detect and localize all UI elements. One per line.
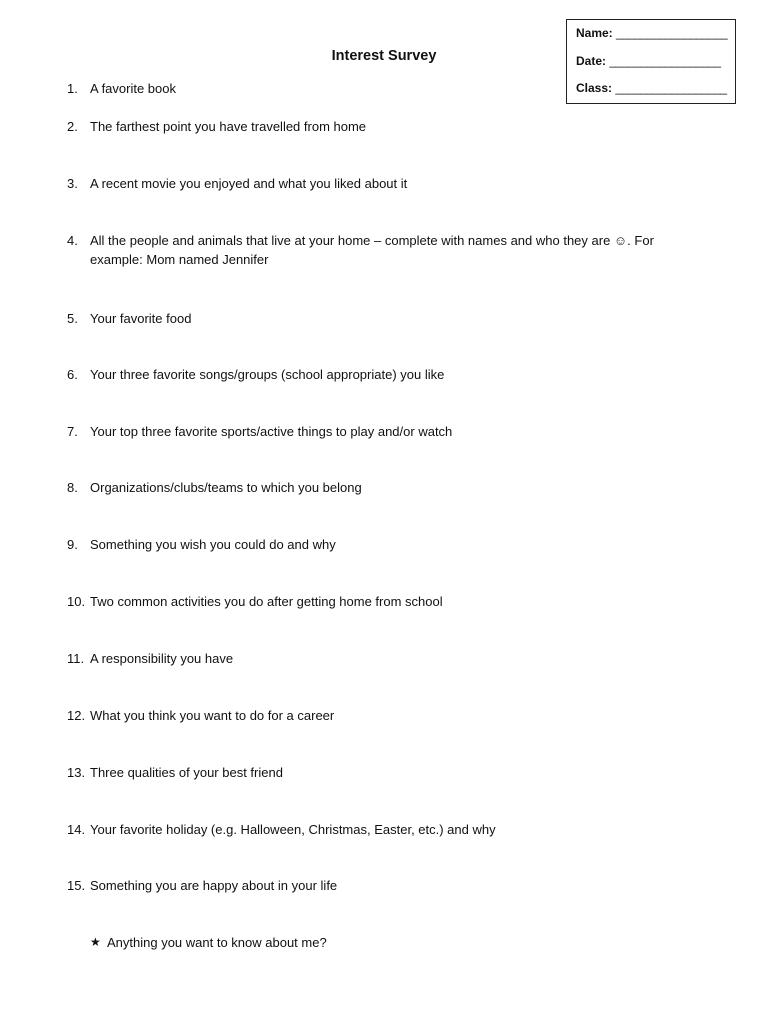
- question-number: 9.: [67, 537, 78, 552]
- question-14: [67, 820, 707, 839]
- bonus-question: [90, 933, 327, 952]
- question-number: 2.: [67, 119, 78, 134]
- question-text: Your favorite holiday (e.g. Halloween, Christmas, Easter, etc.) and why: [90, 822, 496, 837]
- question-text: Three qualities of your best friend: [90, 765, 283, 780]
- date-label: Date:: [576, 53, 607, 68]
- question-text: Two common activities you do after getting home from school: [90, 594, 443, 609]
- question-text: A recent movie you enjoyed and what you liked about it: [90, 176, 408, 191]
- class-blank: __________________: [615, 81, 727, 95]
- question-number: 8.: [67, 480, 78, 495]
- question-number: 5.: [67, 311, 78, 326]
- class-label: Class:: [576, 81, 613, 95]
- question-1: [67, 79, 707, 98]
- question-15: [67, 876, 707, 895]
- question-text: Your three favorite songs/groups (school appropriate) you like: [90, 367, 445, 382]
- question-number: 11.: [67, 651, 85, 666]
- question-text: Your favorite food: [90, 311, 192, 326]
- question-number: 13.: [67, 765, 86, 780]
- question-text: A responsibility you have: [90, 651, 234, 666]
- question-4: [67, 231, 707, 269]
- page-title: Interest Survey: [331, 48, 437, 64]
- name-blank: __________________: [616, 26, 728, 40]
- question-3: [67, 174, 707, 193]
- question-6: [67, 365, 707, 384]
- question-number: 12.: [67, 708, 86, 723]
- question-number: 1.: [67, 81, 78, 96]
- name-label: Name:: [576, 26, 613, 40]
- question-10: [67, 592, 707, 611]
- question-number: 6.: [67, 367, 78, 382]
- star-icon: ★: [90, 935, 101, 949]
- question-12: [67, 706, 707, 725]
- question-text: Organizations/clubs/teams to which you belong: [90, 480, 362, 495]
- question-number: 7.: [67, 424, 78, 439]
- question-text: Your top three favorite sports/active things to play and/or watch: [90, 424, 453, 439]
- question-text: The farthest point you have travelled from home: [90, 119, 367, 134]
- question-2: [67, 117, 707, 136]
- question-text: A favorite book: [90, 81, 176, 96]
- question-number: 14.: [67, 822, 86, 837]
- question-number: 10.: [67, 594, 86, 609]
- question-text: Something you wish you could do and why: [90, 537, 336, 552]
- question-text: What you think you want to do for a career: [90, 708, 335, 723]
- question-8: [67, 478, 707, 497]
- question-number: 4.: [67, 233, 78, 248]
- question-5: [67, 309, 707, 328]
- question-number: 15.: [67, 878, 86, 893]
- question-7: [67, 422, 707, 441]
- question-9: [67, 535, 707, 554]
- question-text: All the people and animals that live at your home – complete with names and who they are ☺. For example: Mom named Jennifer: [90, 233, 654, 267]
- question-text: Something you are happy about in your life: [90, 878, 338, 893]
- bonus-question-text: Anything you want to know about me?: [107, 935, 327, 950]
- question-11: [67, 649, 707, 668]
- question-13: [67, 763, 707, 782]
- date-blank: __________________: [609, 53, 721, 68]
- question-number: 3.: [67, 176, 78, 191]
